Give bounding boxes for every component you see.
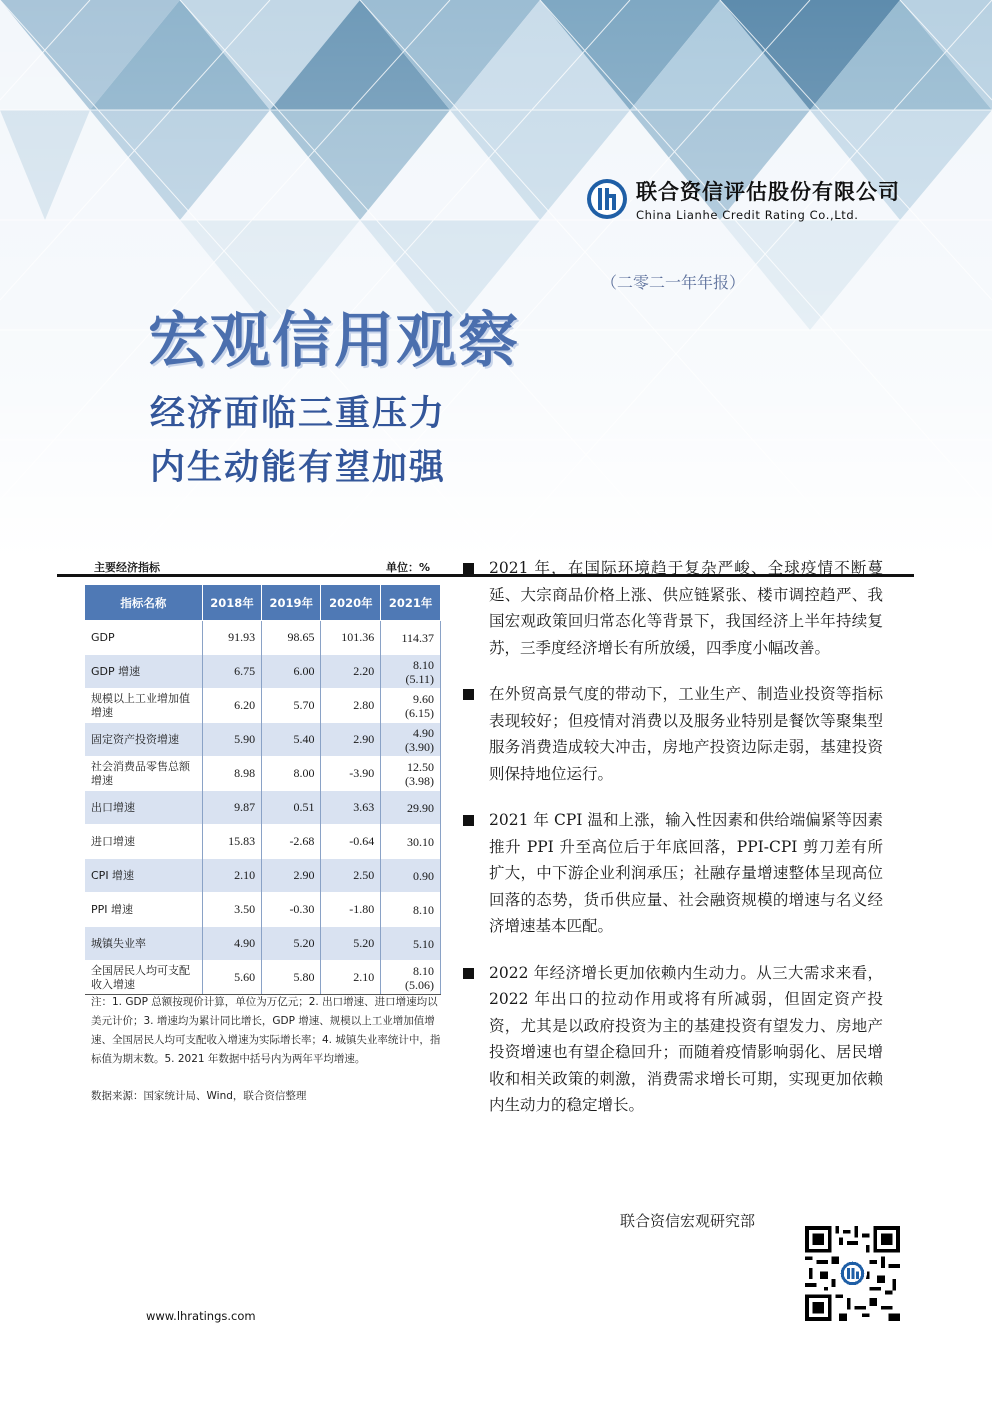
indicator-name-cell: 全国居民人均可支配收入增速 bbox=[85, 961, 202, 995]
table-header-cell: 2020年 bbox=[321, 585, 381, 621]
value-2021: 114.37 bbox=[401, 630, 434, 645]
value-cell: 5.40 bbox=[262, 723, 321, 757]
value-2021: 29.90 bbox=[407, 800, 434, 815]
value-2021: 0.90 bbox=[413, 868, 434, 883]
table-header-cell: 2018年 bbox=[202, 585, 261, 621]
table-row bbox=[85, 791, 441, 825]
table-row bbox=[85, 927, 441, 961]
lianhe-logo-icon bbox=[586, 178, 628, 220]
value-2021: 12.50 bbox=[407, 759, 434, 774]
website-link[interactable]: www.lhratings.com bbox=[146, 1309, 256, 1323]
bullet-text: 在外贸高景气度的带动下，工业生产、制造业投资等指标表现较好；但疫情对消费以及服务业特别是餐饮等聚集型服务消费造成较大冲击，房地产投资边际走弱，基建投资则保持地位运行。 bbox=[489, 685, 883, 783]
table-row bbox=[85, 689, 441, 723]
economic-indicators-table bbox=[85, 585, 441, 995]
report-title: 宏观信用观察 bbox=[148, 306, 520, 376]
header-background-pattern bbox=[0, 0, 992, 560]
value-cell: 101.36 bbox=[321, 621, 381, 655]
value-cell-2021 bbox=[381, 757, 441, 791]
value-cell: -1.80 bbox=[321, 893, 381, 927]
value-cell: 5.60 bbox=[202, 961, 261, 995]
value-cell-2021 bbox=[381, 927, 441, 961]
two-year-average-value: (5.11) bbox=[405, 671, 434, 686]
value-2021: 8.10 bbox=[413, 902, 434, 917]
value-cell-2021 bbox=[381, 893, 441, 927]
table-row bbox=[85, 825, 441, 859]
value-cell: 5.20 bbox=[321, 927, 381, 961]
table-header-cell: 2019年 bbox=[262, 585, 321, 621]
bullet-text: 2022 年经济增长更加依赖内生动力。从三大需求来看，2022 年出口的拉动作用或将有所减弱，但固定资产投资，尤其是以政府投资为主的基建投资有望发力、房地产投资增速也有望企稳回升；而随着疫情影响弱化、居民增收和相关政策的刺激，消费需求增长可期，实现更加依赖内生动力的稳定增长。 bbox=[489, 963, 883, 1114]
indicator-name-cell: GDP bbox=[85, 621, 202, 655]
value-cell-2021 bbox=[381, 621, 441, 655]
summary-bullet bbox=[463, 681, 883, 787]
report-subtitle-line2: 内生动能有望加强 bbox=[150, 448, 447, 488]
two-year-average-value: (6.15) bbox=[405, 705, 434, 720]
value-2021: 5.10 bbox=[413, 936, 434, 951]
value-2021: 9.60 bbox=[413, 691, 434, 706]
bullet-square-icon bbox=[463, 968, 474, 979]
table-row bbox=[85, 961, 441, 995]
table-row bbox=[85, 655, 441, 689]
summary-bullet bbox=[463, 555, 883, 661]
value-cell: 5.90 bbox=[202, 723, 261, 757]
value-cell-2021 bbox=[381, 723, 441, 757]
report-edition: （二零二一年年报） bbox=[601, 273, 746, 292]
value-cell: 15.83 bbox=[202, 825, 261, 859]
value-cell: 2.10 bbox=[202, 859, 261, 893]
bullet-square-icon bbox=[463, 563, 474, 574]
two-year-average-value: (3.98) bbox=[405, 773, 434, 788]
value-cell: -0.30 bbox=[262, 893, 321, 927]
value-cell: 4.90 bbox=[202, 927, 261, 961]
value-cell: 2.20 bbox=[321, 655, 381, 689]
value-cell: 98.65 bbox=[262, 621, 321, 655]
indicator-name-cell: 规模以上工业增加值增速 bbox=[85, 689, 202, 723]
department-name: 联合资信宏观研究部 bbox=[620, 1212, 756, 1230]
value-cell-2021 bbox=[381, 859, 441, 893]
value-cell: 2.90 bbox=[321, 723, 381, 757]
bullet-text: 2021 年，在国际环境趋于复杂严峻、全球疫情不断蔓延、大宗商品价格上涨、供应链紧张、楼市调控趋严、我国宏观政策回归常态化等背景下，我国经济上半年持续复苏，三季度经济增长有所放缓，四季度小幅改善。 bbox=[489, 559, 883, 657]
value-cell-2021 bbox=[381, 961, 441, 995]
value-cell: -3.90 bbox=[321, 757, 381, 791]
report-subtitle-line1: 经济面临三重压力 bbox=[150, 394, 447, 434]
value-cell: 2.50 bbox=[321, 859, 381, 893]
value-cell-2021 bbox=[381, 655, 441, 689]
qr-code-icon bbox=[805, 1226, 900, 1321]
value-cell: 9.87 bbox=[202, 791, 261, 825]
value-cell: 5.20 bbox=[262, 927, 321, 961]
value-cell: 5.80 bbox=[262, 961, 321, 995]
value-cell: 5.70 bbox=[262, 689, 321, 723]
value-cell: 8.00 bbox=[262, 757, 321, 791]
summary-bullets bbox=[463, 555, 883, 1139]
indicator-name-cell: PPI 增速 bbox=[85, 893, 202, 927]
value-cell: 2.90 bbox=[262, 859, 321, 893]
value-2021: 8.10 bbox=[413, 657, 434, 672]
company-logo bbox=[586, 176, 900, 222]
value-cell: 6.75 bbox=[202, 655, 261, 689]
value-cell: 2.10 bbox=[321, 961, 381, 995]
indicator-name-cell: 出口增速 bbox=[85, 791, 202, 825]
table-note: 注：1. GDP 总额按现价计算，单位为万亿元；2. 出口增速、进口增速均以美元计价；3. 增速均为累计同比增长，GDP 增速、规模以上工业增加值增速、全国居民人均可支配收入增速为实际增长率；4. 城镇失业率统计中，指标值为期末数。5. 2021 年数据中括号内为两年平均增速。 bbox=[91, 996, 441, 1065]
table-row bbox=[85, 723, 441, 757]
value-cell-2021 bbox=[381, 791, 441, 825]
company-name-en: China Lianhe Credit Rating Co.,Ltd. bbox=[636, 208, 859, 222]
table-row bbox=[85, 859, 441, 893]
bullet-text: 2021 年 CPI 温和上涨，输入性因素和供给端偏紧等因素推升 PPI 升至高位后于年底回落，PPI-CPI 剪刀差有所扩大，中下游企业利润承压；社融存量增速整体呈现高位回落的态势，货币供应量、社会融资规模的增速与名义经济增速基本匹配。 bbox=[489, 811, 883, 935]
value-cell: -2.68 bbox=[262, 825, 321, 859]
bullet-square-icon bbox=[463, 689, 474, 700]
value-cell: 6.00 bbox=[262, 655, 321, 689]
value-cell-2021 bbox=[381, 689, 441, 723]
two-year-average-value: (3.90) bbox=[405, 739, 434, 754]
value-cell: 8.98 bbox=[202, 757, 261, 791]
value-cell: -0.64 bbox=[321, 825, 381, 859]
data-source: 数据来源：国家统计局、Wind，联合资信整理 bbox=[91, 1090, 307, 1102]
table-header-cell: 指标名称 bbox=[85, 585, 202, 621]
indicator-name-cell: 社会消费品零售总额增速 bbox=[85, 757, 202, 791]
indicator-name-cell: 城镇失业率 bbox=[85, 927, 202, 961]
table-header-cell: 2021年 bbox=[381, 585, 441, 621]
summary-bullet bbox=[463, 807, 883, 940]
indicator-name-cell: CPI 增速 bbox=[85, 859, 202, 893]
table-unit: 单位：% bbox=[386, 561, 431, 574]
value-2021: 4.90 bbox=[413, 725, 434, 740]
indicator-name-cell: 进口增速 bbox=[85, 825, 202, 859]
value-cell: 3.50 bbox=[202, 893, 261, 927]
value-cell: 91.93 bbox=[202, 621, 261, 655]
table-caption: 主要经济指标 bbox=[94, 561, 160, 574]
value-2021: 8.10 bbox=[413, 963, 434, 978]
value-cell-2021 bbox=[381, 825, 441, 859]
indicator-name-cell: 固定资产投资增速 bbox=[85, 723, 202, 757]
bullet-square-icon bbox=[463, 815, 474, 826]
table-row bbox=[85, 893, 441, 927]
two-year-average-value: (5.06) bbox=[405, 977, 434, 992]
company-name-cn: 联合资信评估股份有限公司 bbox=[636, 180, 900, 204]
value-cell: 6.20 bbox=[202, 689, 261, 723]
value-cell: 2.80 bbox=[321, 689, 381, 723]
value-cell: 0.51 bbox=[262, 791, 321, 825]
value-2021: 30.10 bbox=[407, 834, 434, 849]
table-row bbox=[85, 621, 441, 655]
indicator-name-cell: GDP 增速 bbox=[85, 655, 202, 689]
value-cell: 3.63 bbox=[321, 791, 381, 825]
table-header-row bbox=[85, 585, 441, 621]
table-row bbox=[85, 757, 441, 791]
summary-bullet bbox=[463, 960, 883, 1119]
